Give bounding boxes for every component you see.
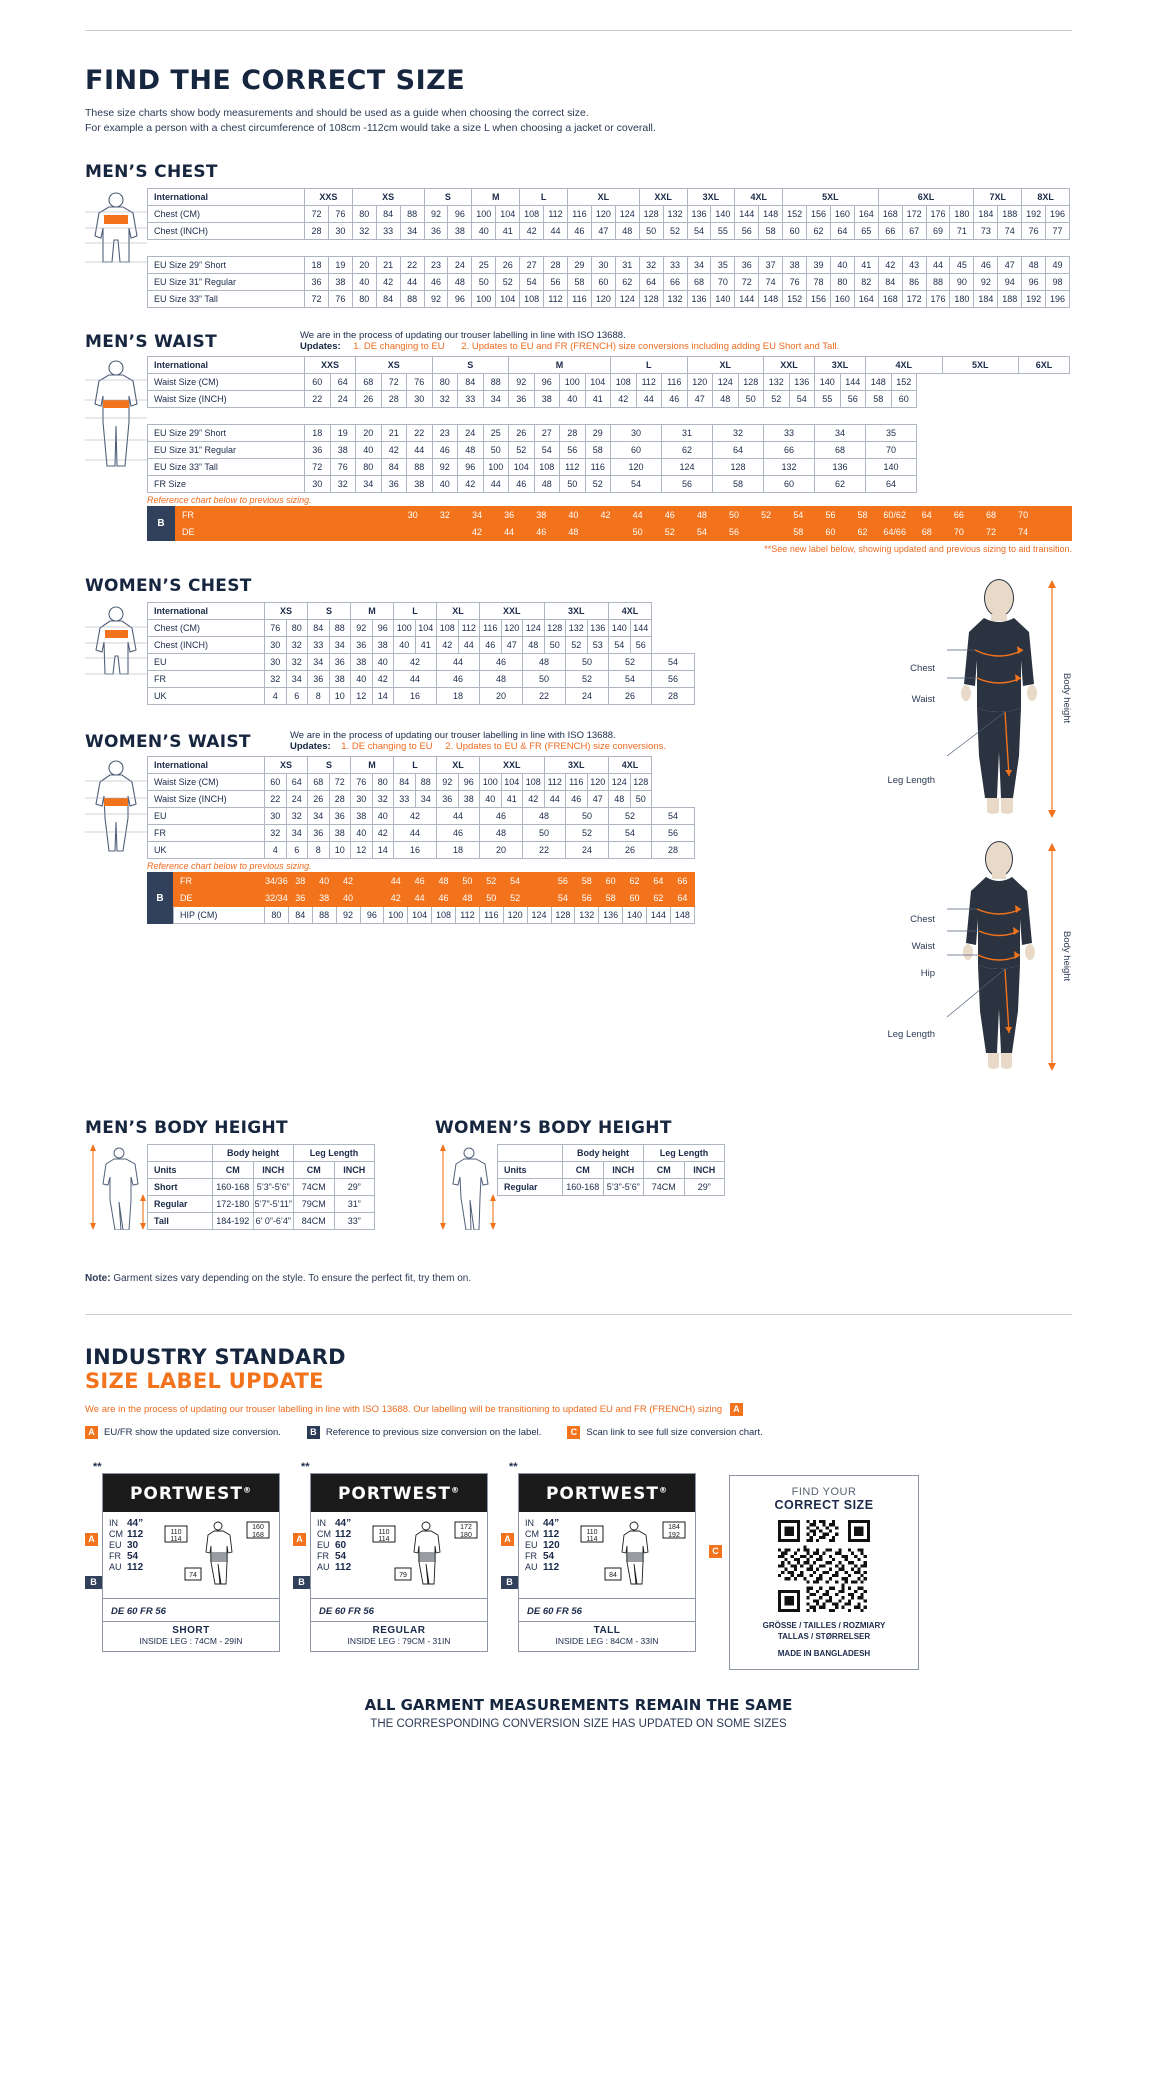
table-row: DE 32/34 36 38 40 42 44 46 48 50 52 54 56 58 60 62 64	[174, 890, 695, 907]
badge-a-label-2: A	[293, 1533, 306, 1546]
table-row: EU Size 29” Short 18 19 20 21 22 23 24 25 26 27 28 29 30 31 32 33 34 35	[148, 425, 1070, 442]
brand-text-2: PORTWEST	[337, 1484, 452, 1504]
badge-a-label-3: A	[501, 1533, 514, 1546]
svg-text:114: 114	[586, 1536, 598, 1543]
badge-a: A	[85, 1426, 98, 1439]
label-inside-leg-3: INSIDE LEG : 84CM - 33IN	[555, 1636, 659, 1646]
section-title-womens-chest: WOMEN’S CHEST	[85, 576, 252, 596]
table-row: FR 30 32 34 36 38 40 42 44 46 48 50 52 54 56 58 60/62 64 66 68 70	[176, 507, 1072, 524]
section-title-mens-waist: MEN’S WAIST	[85, 332, 217, 352]
fit-note-text: Garment sizes vary depending on the style. To ensure the perfect fit, try them on.	[110, 1273, 472, 1284]
svg-text:79: 79	[399, 1572, 407, 1579]
table-row: Chest (CM) 72 76 80 84 88 92 96 100 104 108 112 116 120 124 128 132 136 140 144 148 152 156 160 164 168 172 176 180 184 188 192 196	[148, 206, 1070, 223]
update-2: 2. Updates to EU and FR (FRENCH) size conversions including adding EU Short and Tall.	[461, 341, 840, 352]
label-body-2	[311, 1512, 487, 1598]
label-leg-length-male: Leg Length	[887, 775, 935, 786]
legend-text-b: Reference to previous size conversion on the label.	[325, 1427, 542, 1438]
table-spacer	[148, 240, 1070, 257]
label-card-short	[85, 1461, 275, 1652]
table-row: EU 30 32 34 36 38 40 42 44 46 48 50 52 54	[148, 654, 695, 671]
label-fit-1: SHORT	[172, 1625, 210, 1636]
badge-b-womens: B	[147, 872, 173, 924]
table-row: EU 30 32 34 36 38 40 42 44 46 48 50 52 54	[148, 808, 695, 825]
qr-title-1: FIND YOUR	[791, 1486, 857, 1498]
table-row: Chest (INCH) 28 30 32 33 34 36 38 40 41 42 44 46 47 48 50 52 54 55 56 58 60 62 64 65 66 67 69 71 73 74 76 77	[148, 223, 1070, 240]
label-chest-female: Chest	[910, 913, 935, 925]
table-row: Regular 160-168 5’3”-5’6” 74CM 29”	[498, 1179, 725, 1196]
brand-name-3	[519, 1484, 695, 1504]
section-title-womens-body-height: WOMEN’S BODY HEIGHT	[435, 1118, 672, 1138]
legend-item-a	[85, 1426, 281, 1439]
brand-name-2	[311, 1484, 487, 1504]
label-fit-2: REGULAR	[372, 1625, 426, 1636]
svg-text:172: 172	[460, 1524, 472, 1531]
womens-update-line1: We are in the process of updating our trouser labelling in line with ISO 13688.	[290, 730, 616, 741]
update-2-womens: 2. Updates to EU & FR (FRENCH) size conversions.	[445, 741, 666, 752]
table-row: HIP (CM) 80 84 88 92 96 100 104 108 112 116 120 124 128 132 136 140 144 148	[174, 907, 695, 924]
label-brand-header-2	[311, 1474, 487, 1512]
label-prev-text-3: DE 60 FR 56	[527, 1606, 582, 1617]
footer-line-1: ALL GARMENT MEASUREMENTS REMAIN THE SAME	[364, 1696, 793, 1714]
table-row: Chest (CM) 76 80 84 88 92 96 100 104 108 112 116 120 124 128 132 136 140 144	[148, 620, 695, 637]
table-row: FR 32 34 36 38 40 42 44 46 48 50 52 54 56	[148, 825, 695, 842]
table-row: Body height Leg Length	[148, 1145, 375, 1162]
label-size-rows-2: IN 44” CM 112 EU 60 FR 54 AU 112	[317, 1518, 352, 1573]
female-measure-diagram	[715, 839, 1072, 1074]
legend-text-c: Scan link to see full size conversion chart.	[586, 1427, 763, 1438]
label-examples	[85, 1461, 1072, 1670]
table-spacer	[148, 408, 1070, 425]
table-row: EU Size 31” Regular 36 38 40 42 44 46 48 50 52 54 56 58 60 62 64 66 68 70	[148, 442, 1070, 459]
table-row: International XS S M L XL XXL 3XL 4XL	[148, 603, 695, 620]
label-leg-length-female: Leg Length	[887, 1028, 935, 1040]
legend-row	[85, 1426, 1072, 1439]
badge-c: C	[567, 1426, 580, 1439]
label-brand-header-3	[519, 1474, 695, 1512]
mens-update-line2	[300, 341, 1072, 352]
table-row: FR Size 30 32 34 36 38 40 42 44 46 48 50 52 54 56 58 60 62 64	[148, 476, 1070, 493]
section-title-womens-waist: WOMEN’S WAIST	[85, 732, 251, 752]
mens-waist-table	[147, 356, 1070, 493]
svg-text:110: 110	[378, 1529, 390, 1536]
mens-previous-sizing	[147, 506, 1072, 541]
mens-body-height-block	[85, 1092, 375, 1235]
label-body-1	[103, 1512, 279, 1598]
updates-label-womens: Updates:	[290, 741, 331, 752]
table-row: FR 34/36 38 40 42 44 46 48 50 52 54 56 58 60 62 64 66	[174, 873, 695, 890]
qr-code-image[interactable]	[778, 1520, 870, 1612]
badge-a-inline: A	[730, 1403, 743, 1416]
svg-text:192: 192	[668, 1532, 680, 1539]
update-1: 1. DE changing to EU	[353, 341, 445, 352]
table-row: Waist Size (CM) 60 64 68 72 76 80 84 88 92 96 100 104 108 112 116 120 124 128 132 136 140 144 148 152	[148, 374, 1070, 391]
label-waist-female: Waist	[911, 940, 935, 952]
fit-note-label: Note:	[85, 1273, 111, 1284]
table-row: UK 4 6 8 10 12 14 16 18 20 22 24 26 28	[148, 688, 695, 705]
qr-foot-1: GRÖSSE / TAILLES / ROZMIARY	[762, 1621, 886, 1630]
badge-b-mens: B	[147, 506, 175, 541]
label-prev-text-1: DE 60 FR 56	[111, 1606, 166, 1617]
label-foot-2	[311, 1621, 487, 1651]
svg-text:184: 184	[668, 1524, 680, 1531]
label-figure-1	[163, 1518, 273, 1596]
table-row: International XXS XS S M L XL XXL 3XL 4XL 5XL 6XL	[148, 357, 1070, 374]
table-row: Body height Leg Length	[498, 1145, 725, 1162]
industry-title-line2: SIZE LABEL UPDATE	[85, 1369, 324, 1393]
label-foot-1	[103, 1621, 279, 1651]
svg-text:110: 110	[586, 1529, 598, 1536]
badge-b: B	[307, 1426, 320, 1439]
industry-title-line1: INDUSTRY STANDARD	[85, 1345, 346, 1369]
mens-waist-block	[85, 356, 1072, 554]
womens-update-line2	[290, 741, 695, 752]
label-figure-2	[371, 1518, 481, 1596]
intro-line-1: These size charts show body measurements and should be used as a guide when choosing the correct size.	[85, 107, 589, 119]
badge-c-label: C	[709, 1545, 722, 1558]
label-foot-3	[519, 1621, 695, 1651]
qr-title-2: CORRECT SIZE	[774, 1498, 874, 1512]
page-title: FIND THE CORRECT SIZE	[85, 65, 466, 96]
mens-prev-note: Reference chart below to previous sizing.	[147, 495, 312, 505]
label-card-regular	[293, 1461, 483, 1652]
section-title-mens-chest: MEN’S CHEST	[85, 162, 218, 182]
svg-text:110: 110	[170, 1529, 182, 1536]
table-row: Waist Size (INCH) 22 24 26 28 30 32 33 34 36 38 40 41 42 44 46 47 48 50	[148, 791, 695, 808]
svg-text:74: 74	[189, 1572, 197, 1579]
label-brand-header-1	[103, 1474, 279, 1512]
brand-reg-1: ®	[243, 1485, 253, 1495]
update-1-womens: 1. DE changing to EU	[341, 741, 433, 752]
male-measure-diagram	[715, 576, 1072, 821]
fit-note	[85, 1273, 1072, 1284]
table-row: FR 32 34 36 38 40 42 44 46 48 50 52 54 56	[148, 671, 695, 688]
label-prev-2	[311, 1598, 487, 1621]
footer-text	[85, 1696, 1072, 1730]
label-star-2: **	[301, 1461, 310, 1473]
industry-intro	[85, 1403, 1072, 1416]
table-row: EU Size 33” Tall 72 76 80 84 88 92 96 100 104 108 112 116 120 124 128 132 136 140 144 148 152 156 160 164 168 172 176 180 184 188 192 196	[148, 291, 1070, 308]
table-row: Short 160-168 5’3”-5’6” 74CM 29”	[148, 1179, 375, 1196]
label-fit-3: TALL	[593, 1625, 621, 1636]
svg-text:114: 114	[378, 1536, 390, 1543]
womens-waist-table	[147, 756, 695, 859]
female-body-figure	[939, 839, 1059, 1074]
label-size-rows-3: IN 44” CM 112 EU 120 FR 54 AU 112	[525, 1518, 560, 1573]
badge-b-label-2: B	[293, 1576, 310, 1589]
womens-waist-figure	[85, 756, 147, 861]
table-row: EU Size 33” Tall 72 76 80 84 88 92 96 100 104 108 112 116 120 124 128 132 136 140	[148, 459, 1070, 476]
badge-b-label-3: B	[501, 1576, 518, 1589]
brand-name-1	[103, 1484, 279, 1504]
table-row: EU Size 31” Regular 36 38 40 42 44 46 48 50 52 54 56 58 60 62 64 66 68 70 72 74 76 78 80 82 84 86 88 90 92 94 96 98	[148, 274, 1070, 291]
brand-reg-2: ®	[451, 1485, 461, 1495]
label-body-height-male: Body height	[1061, 673, 1072, 724]
legend-item-c	[567, 1426, 762, 1439]
section-title-mens-body-height: MEN’S BODY HEIGHT	[85, 1118, 288, 1138]
label-star-1: **	[93, 1461, 102, 1473]
qr-card	[709, 1475, 919, 1670]
size-chart-page	[0, 30, 1157, 1770]
legend-item-b	[307, 1426, 541, 1439]
womens-body-height-table	[497, 1144, 725, 1196]
label-figure-3	[579, 1518, 689, 1596]
womens-body-height-block	[435, 1092, 725, 1235]
mens-update-line1: We are in the process of updating our trouser labelling in line with ISO 13688.	[300, 330, 626, 341]
badge-b-label-1: B	[85, 1576, 102, 1589]
label-hip-female: Hip	[920, 967, 935, 979]
label-chest-male: Chest	[910, 663, 935, 674]
table-row: Waist Size (CM) 60 64 68 72 76 80 84 88 92 96 100 104 108 112 116 120 124 128	[148, 774, 695, 791]
table-row: EU Size 29” Short 18 19 20 21 22 23 24 25 26 27 28 29 30 31 32 33 34 35 36 37 38 39 40 41 42 43 44 45 46 47 48 49	[148, 257, 1070, 274]
updates-label: Updates:	[300, 341, 341, 352]
qr-footer	[736, 1620, 912, 1659]
womens-previous-sizing	[147, 872, 695, 924]
table-row: Chest (INCH) 30 32 33 34 36 38 40 41 42 44 46 47 48 50 52 53 54 56	[148, 637, 695, 654]
brand-reg-3: ®	[659, 1485, 669, 1495]
top-divider	[85, 30, 1072, 31]
industry-intro-text: We are in the process of updating our trouser labelling in line with ISO 13688. Our labelling will be transitioning to updated EU and FR (FRENCH) sizing	[85, 1404, 723, 1416]
badge-a-label-1: A	[85, 1533, 98, 1546]
table-row: Units CM INCH CM INCH	[498, 1162, 725, 1179]
table-row: International XS S M L XL XXL 3XL 4XL	[148, 757, 695, 774]
label-star-3: **	[509, 1461, 518, 1473]
brand-text-3: PORTWEST	[545, 1484, 660, 1504]
svg-text:84: 84	[609, 1572, 617, 1579]
label-prev-3	[519, 1598, 695, 1621]
table-row: Regular 172-180 5’7”-5’11” 79CM 31”	[148, 1196, 375, 1213]
label-card-tall	[501, 1461, 691, 1652]
womens-block	[85, 576, 1072, 1074]
section-divider	[85, 1314, 1072, 1315]
mens-waist-figure	[85, 356, 147, 481]
svg-text:114: 114	[170, 1536, 182, 1543]
label-body-3	[519, 1512, 695, 1598]
table-row: DE 42 44 46 48 50 52 54 56 58 60 62 64/66 68 70 72 74	[176, 524, 1072, 541]
qr-foot-2: TALLAS / STØRRELSER	[777, 1632, 871, 1641]
label-prev-1	[103, 1598, 279, 1621]
label-body-height-female: Body height	[1061, 931, 1072, 982]
svg-text:160: 160	[252, 1524, 264, 1531]
qr-foot-3: MADE IN BANGLADESH	[777, 1649, 871, 1658]
womens-prev-note: Reference chart below to previous sizing.	[147, 861, 312, 871]
brand-text-1: PORTWEST	[129, 1484, 244, 1504]
table-row: UK 4 6 8 10 12 14 16 18 20 22 24 26 28	[148, 842, 695, 859]
womens-chest-table	[147, 602, 695, 705]
mens-body-height-table	[147, 1144, 375, 1230]
intro-line-2: For example a person with a chest circumference of 108cm -112cm would take a size L when choosing a jacket or coverall.	[85, 122, 656, 134]
mens-chest-figure	[85, 188, 147, 295]
measurement-diagrams	[695, 576, 1072, 1074]
svg-text:180: 180	[460, 1532, 472, 1539]
mens-chest-table	[147, 188, 1070, 308]
label-inside-leg-1: INSIDE LEG : 74CM - 29IN	[139, 1636, 243, 1646]
mens-chest-block	[85, 188, 1072, 308]
new-label-note: **See new label below, showing updated and previous sizing to aid transition.	[764, 544, 1072, 554]
label-inside-leg-2: INSIDE LEG : 79CM - 31IN	[347, 1636, 451, 1646]
label-waist-male: Waist	[911, 694, 935, 705]
footer-line-2: THE CORRESPONDING CONVERSION SIZE HAS UPDATED ON SOME SIZES	[370, 1718, 787, 1730]
table-row: Units CM INCH CM INCH	[148, 1162, 375, 1179]
table-row: Tall 184-192 6’ 0”-6’4” 84CM 33”	[148, 1213, 375, 1230]
label-size-rows-1: IN 44” CM 112 EU 30 FR 54 AU 112	[109, 1518, 144, 1573]
table-row: International XXS XS S M L XL XXL 3XL 4XL 5XL 6XL 7XL 8XL	[148, 189, 1070, 206]
male-body-figure	[939, 576, 1059, 821]
table-row: Waist Size (INCH) 22 24 26 28 30 32 33 34 36 38 40 41 42 44 46 47 48 50 52 54 55 56 58 60	[148, 391, 1070, 408]
svg-text:168: 168	[252, 1532, 264, 1539]
womens-chest-figure	[85, 602, 147, 712]
legend-text-a: EU/FR show the updated size conversion.	[104, 1427, 281, 1438]
label-prev-text-2: DE 60 FR 56	[319, 1606, 374, 1617]
